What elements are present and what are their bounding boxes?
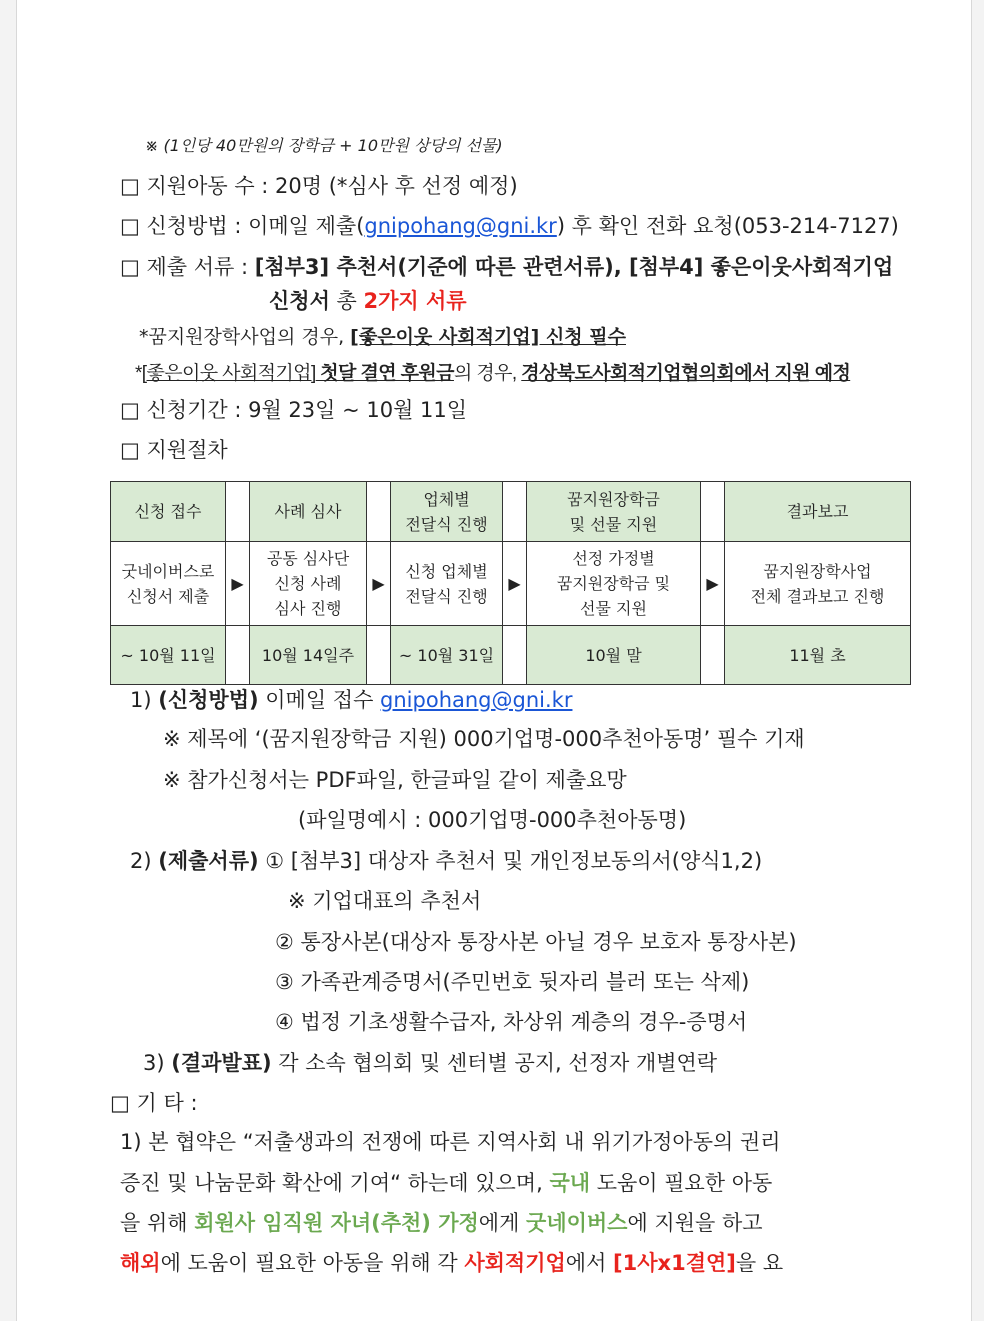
para-l3-b: 에게 <box>478 1211 527 1235</box>
detail-2-item-3: ③ 가족관계증명서(주민번호 뒷자리 블러 또는 삭제) <box>275 970 750 994</box>
detail-3-line <box>143 1049 717 1077</box>
para-l2-b: 도움이 필요한 아동 <box>590 1171 773 1195</box>
detail-3-label: (결과발표) <box>171 1051 272 1075</box>
period-line: □ 신청기간 : 9월 23일 ~ 10월 11일 <box>120 398 468 422</box>
step-1-date: ~ 10월 11일 <box>111 626 226 685</box>
step-5-desc: 꿈지원장학사업 전체 결과보고 진행 <box>725 542 911 626</box>
detail-1-sub-2: ※ 참가신청서는 PDF파일, 한글파일 같이 제출요망 <box>163 768 627 792</box>
para-line-2 <box>120 1169 772 1197</box>
detail-2-item-2: ② 통장사본(대상자 통장사본 아닐 경우 보호자 통장사본) <box>275 930 797 954</box>
para-l4-overseas: 해외 <box>120 1251 161 1275</box>
para-l3-c: 에 지원을 하고 <box>627 1211 763 1235</box>
note-funding-under: [좋은이웃 사회적기업] <box>141 363 316 384</box>
arrow-icon: ▶ <box>701 542 725 626</box>
para-line-4 <box>120 1249 783 1277</box>
children-count-line: □ 지원아동 수 : 20명 (*심사 후 선정 예정) <box>120 174 518 198</box>
documents-form: 신청서 <box>269 289 330 313</box>
para-l3-goodneighbors: 굿네이버스 <box>526 1211 628 1235</box>
gap <box>226 626 250 685</box>
documents-count: 2가지 서류 <box>363 289 467 313</box>
gap <box>503 482 527 542</box>
detail-1-sub-3: (파일명예시 : 000기업명-000추천아동명) <box>298 808 687 832</box>
detail-2-item-1: ① [첨부3] 대상자 추천서 및 개인정보동의서(양식1,2) <box>258 849 763 873</box>
para-l4-matching: [1사x1결연] <box>613 1251 736 1275</box>
detail-3-num: 3) <box>143 1051 172 1075</box>
step-1-desc: 굿네이버스로 신청서 제출 <box>111 542 226 626</box>
gap <box>503 626 527 685</box>
para-l2-a: 증진 및 나눔문화 확산에 기여“ 하는데 있으며, <box>120 1171 550 1195</box>
detail-2-note: ※ 기업대표의 추천서 <box>288 889 482 913</box>
step-2-desc: 공동 심사단 신청 사례 심사 진행 <box>250 542 367 626</box>
para-l4-social-enterprise: 사회적기업 <box>464 1251 566 1275</box>
arrow-icon: ▶ <box>503 542 527 626</box>
note-funding-star: * <box>135 363 142 384</box>
detail-2-item-4: ④ 법정 기초생활수급자, 차상위 계층의 경우-증명서 <box>275 1010 748 1034</box>
step-5-date: 11월 초 <box>725 626 911 685</box>
para-l4-c: 을 요 <box>735 1251 784 1275</box>
note-required <box>139 323 626 351</box>
detail-1-line <box>130 686 572 714</box>
procedure-table <box>110 481 911 685</box>
detail-1-sub-1: ※ 제목에 ‘(꿈지원장학금 지원) 000기업명-000추천아동명’ 필수 기재 <box>163 727 805 751</box>
note-funding <box>135 360 850 388</box>
para-l2-domestic: 국내 <box>549 1171 591 1195</box>
detail-3-text: 각 소속 협의회 및 센터별 공지, 선정자 개별연락 <box>271 1051 718 1075</box>
note-funding-mid: 의 경우, <box>453 363 522 384</box>
arrow-icon: ▶ <box>226 542 250 626</box>
documents-prefix: □ 제출 서류 : <box>120 255 255 279</box>
note-required-bold: [좋은이웃 사회적기업] 신청 필수 <box>350 326 626 348</box>
detail-2-num: 2) <box>130 849 159 873</box>
gap <box>701 482 725 542</box>
documents-list: [첨부3] 추천서(기준에 따른 관련서류), [첨부4] 좋은이웃사회적기업 <box>254 255 894 279</box>
step-3-title: 업체별 전달식 진행 <box>391 482 503 542</box>
detail-2-line <box>130 847 762 875</box>
email-link[interactable]: gnipohang@gni.kr <box>364 214 557 238</box>
document-page <box>16 0 972 1321</box>
gap <box>701 626 725 685</box>
para-l3-members: 회원사 임직원 자녀(추천) 가정 <box>194 1211 479 1235</box>
step-2-title: 사례 심사 <box>250 482 367 542</box>
step-2-date: 10월 14일주 <box>250 626 367 685</box>
para-l3-a: 을 위해 <box>120 1211 195 1235</box>
apply-method-suffix: ) 후 확인 전화 요청(053-214-7127) <box>556 214 899 238</box>
detail-1-text: 이메일 접수 <box>258 688 381 712</box>
note-funding-org: 경상북도사회적기업협의회에서 지원 예정 <box>521 363 851 384</box>
step-1-title: 신청 접수 <box>111 482 226 542</box>
documents-line-2 <box>269 287 467 315</box>
para-line-3 <box>120 1209 763 1237</box>
para-line-1: 1) 본 협약은 “저출생과의 전쟁에 따른 지역사회 내 위기가정아동의 권리 <box>120 1130 781 1154</box>
step-4-date: 10월 말 <box>527 626 701 685</box>
documents-total: 총 <box>329 289 364 313</box>
gap <box>367 482 391 542</box>
gift-note: ※ (1인당 40만원의 장학금 + 10만원 상당의 선물) <box>145 136 503 155</box>
detail-2-label: (제출서류) <box>158 849 259 873</box>
para-l4-b: 에서 <box>565 1251 614 1275</box>
gap <box>226 482 250 542</box>
note-required-prefix: *꿈지원장학사업의 경우, <box>139 326 351 348</box>
apply-method-prefix: □ 신청방법 : 이메일 제출( <box>120 214 365 238</box>
other-title: □ 기 타 : <box>110 1091 198 1115</box>
step-3-desc: 신청 업체별 전달식 진행 <box>391 542 503 626</box>
step-4-desc: 선정 가정별 꿈지원장학금 및 선물 지원 <box>527 542 701 626</box>
procedure-title: □ 지원절차 <box>120 438 228 462</box>
documents-line <box>120 253 893 281</box>
detail-1-num: 1) <box>130 688 159 712</box>
detail-1-email-link[interactable]: gnipohang@gni.kr <box>380 688 573 712</box>
gap <box>367 626 391 685</box>
apply-method-line <box>120 212 899 240</box>
arrow-icon: ▶ <box>367 542 391 626</box>
step-5-title: 결과보고 <box>725 482 911 542</box>
detail-1-label: (신청방법) <box>158 688 259 712</box>
step-4-title: 꿈지원장학금 및 선물 지원 <box>527 482 701 542</box>
step-3-date: ~ 10월 31일 <box>391 626 503 685</box>
note-funding-bold: 첫달 결연 후원금 <box>315 363 454 384</box>
para-l4-a: 에 도움이 필요한 아동을 위해 각 <box>160 1251 465 1275</box>
